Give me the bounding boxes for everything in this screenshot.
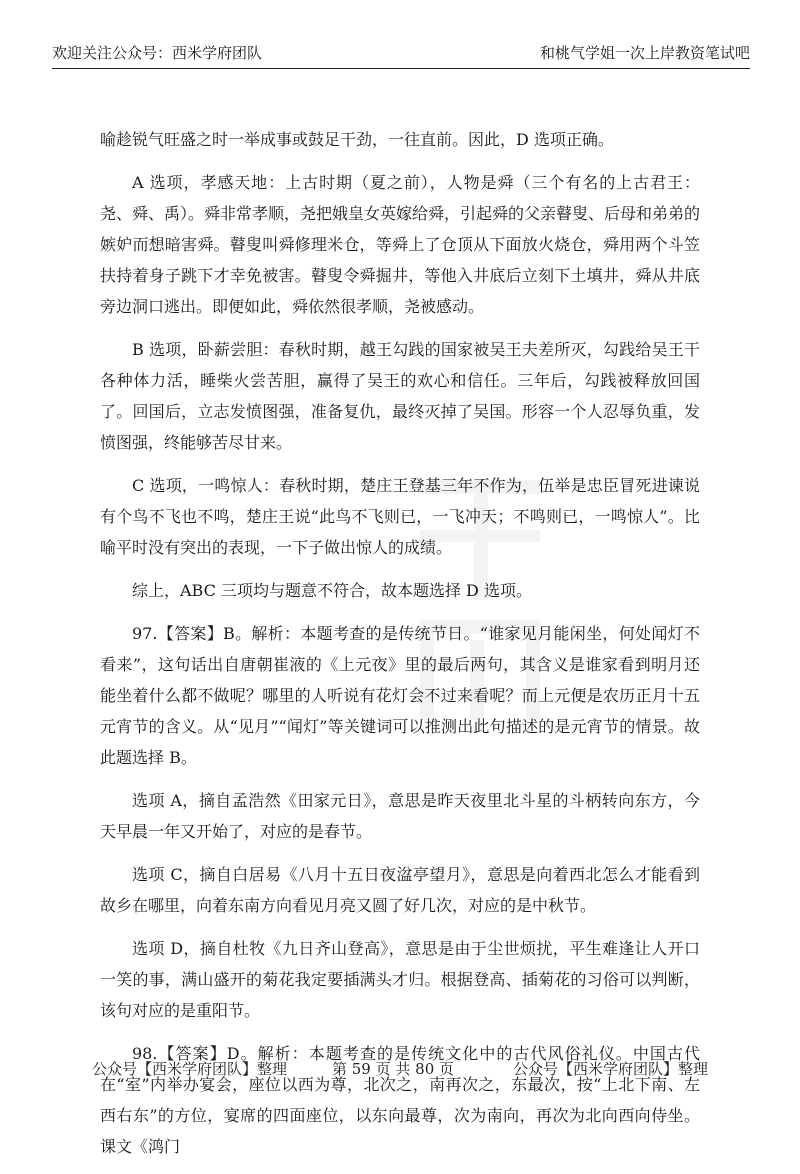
paragraph: A 选项，孝感天地：上古时期（夏之前），人物是舜（三个有名的上古君王：尧、舜、禹）。舜非常孝顺，尧把娥皇女英嫁给舜，引起舜的父亲瞽叟、后母和弟弟的嫉妒而想暗害舜。瞽叟叫舜修理米仓，等舜上了仓顶从下面放火烧仓，舜用两个斗笠扶持着身子跳下才幸免被害。瞽叟令舜掘井，等他入井底后立刻下土填井，舜从井底旁边洞口逃出。即便如此，舜依然很孝顺，尧被感动。 <box>100 173 701 316</box>
page-footer <box>0 1058 800 1088</box>
paragraph: 综上，ABC 三项均与题意不符合，故本题选择 D 选项。 <box>132 581 532 600</box>
paragraph: 97.【答案】B。解析：本题考查的是传统节日。“谁家见月能闲坐，何处闻灯不看来”，这句话出自唐朝崔液的《上元夜》里的最后两句，其含义是谁家看到明月还能坐着什么都不做呢？哪里的人听说有花灯会不过来看呢？而上元便是农历正月十五元宵节的含义。从“见月”“闻灯”等关键词可以推测出此句描述的是元宵节的情景。故此题选择 B。 <box>100 624 700 767</box>
paragraph: 98.【答案】D。解析：本题考查的是传统文化中的古代风俗礼仪。中国古代在“室”内举办宴会，座位以西为尊，北次之，南再次之，东最次，按“上北下南、左西右东”的方位，宴席的四面座位，以东向最尊，次为南向，再次为北向西向侍坐。课文《鸿门 <box>100 1044 700 1156</box>
footer-right-text: 公众号【西米学府团队】整理 <box>512 1060 708 1078</box>
paragraph: C 选项，一鸣惊人：春秋时期，楚庄王登基三年不作为，伍举是忠臣冒死进谏说有个鸟不飞也不鸣，楚庄王说“此鸟不飞则已，一飞冲天；不鸣则已，一鸣惊人”。比喻平时没有突出的表现，一下子做出惊人的成绩。 <box>100 476 700 557</box>
header-left-text: 欢迎关注公众号：西米学府团队 <box>52 44 263 62</box>
footer-left-text: 公众号【西米学府团队】整理 <box>92 1060 288 1078</box>
page-header <box>52 38 750 69</box>
paragraph: B 选项，卧薪尝胆：春秋时期，越王勾践的国家被吴王夫差所灭，勾践给吴王干各种体力活，睡柴火尝苦胆，赢得了吴王的欢心和信任。三年后，勾践被释放回国了。回国后，立志发愤图强，准备复仇，最终灭掉了吴国。形容一个人忍辱负重，发愤图强，终能够苦尽甘来。 <box>100 340 700 452</box>
paragraph: 选项 A，摘自孟浩然《田家元日》，意思是昨天夜里北斗星的斗柄转向东方，今天早晨一年又开始了，对应的是春节。 <box>100 791 700 841</box>
header-right-text: 和桃气学姐一次上岸教资笔试吧 <box>539 44 750 62</box>
paragraph: 选项 C，摘自白居易《八月十五日夜湓亭望月》，意思是向着西北怎么才能看到故乡在哪里，向着东南方向看见月亮又圆了好几次，对应的是中秋节。 <box>100 865 700 915</box>
paragraph: 选项 D，摘自杜牧《九日齐山登高》，意思是由于尘世烦扰，平生难逢让人开口一笑的事，满山盛开的菊花我定要插满头才归。根据登高、插菊花的习俗可以判断，该句对应的是重阳节。 <box>100 939 700 1020</box>
page-number: 第 59 页 共 80 页 <box>332 1060 455 1078</box>
paragraph: 喻趁锐气旺盛之时一举成事或鼓足干劲，一往直前。因此，D 选项正确。 <box>100 130 614 149</box>
document-body <box>100 124 700 1174</box>
